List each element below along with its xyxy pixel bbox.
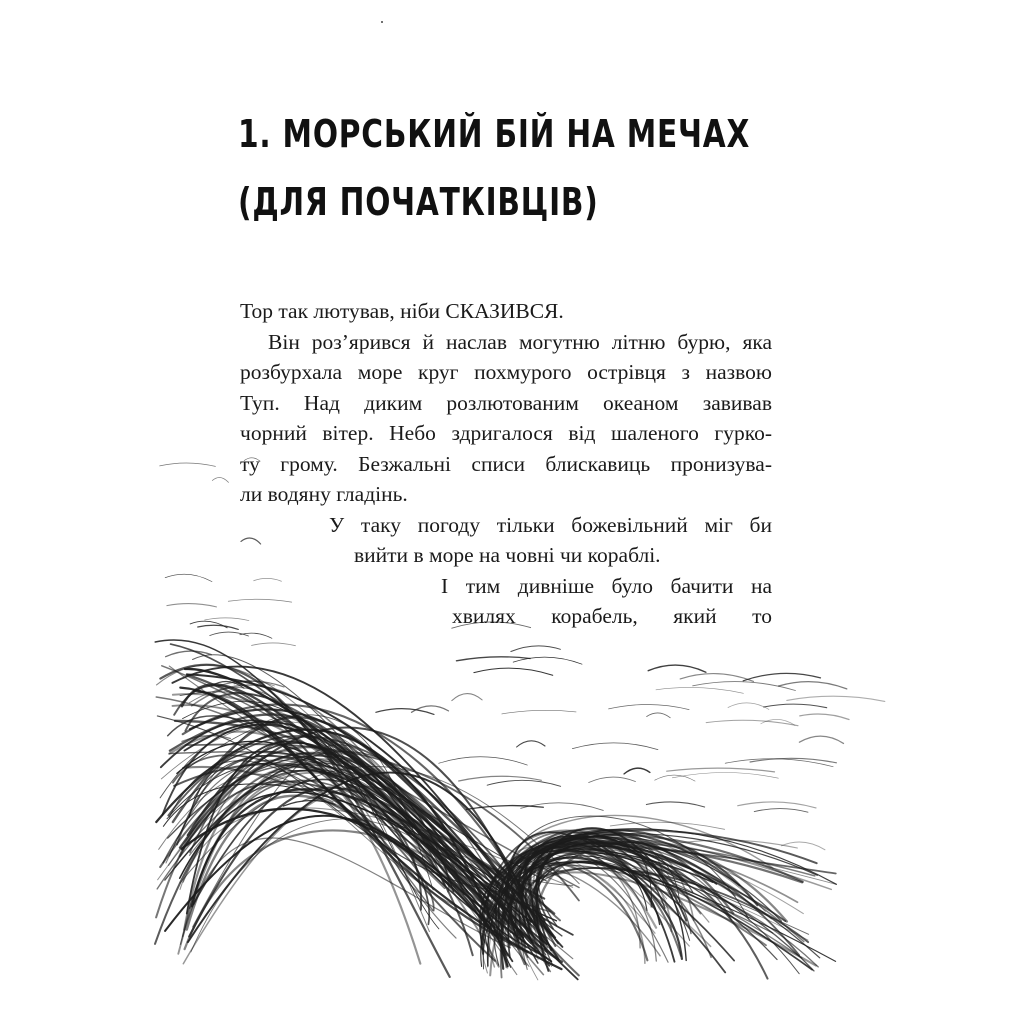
chapter-title-line-2: (ДЛЯ ПОЧАТКІВЦІВ) (238, 180, 599, 224)
text-line: Тор так лютував, ніби СКАЗИВСЯ. (240, 299, 564, 323)
page-mark (381, 21, 383, 23)
text-line: розбурхала море круг похмурого острівця з назвою (240, 360, 772, 384)
text-line: вийти в море на човні чи кораблі. (354, 543, 661, 567)
chapter-body-text (240, 296, 772, 632)
text-line: ту грому. Безжальні списи блискавиць пронизува- (240, 451, 772, 476)
text-line: хвилях корабель, який то (452, 604, 772, 628)
text-line: Він роз’ярився й наслав могутню літню бурю, яка (268, 329, 772, 354)
chapter-title-line-1: 1. МОРСЬКИЙ БІЙ НА МЕЧАХ (238, 112, 751, 156)
text-line: Туп. Над диким розлютованим океаном завивав (240, 390, 772, 415)
text-line: У таку погоду тільки божевільний міг би (329, 512, 772, 537)
text-line: І тим дивніше було бачити на (441, 573, 772, 598)
text-line: чорний вітер. Небо здригалося від шаленого гурко- (240, 421, 772, 445)
chapter-title (238, 100, 751, 236)
text-line: ли водяну гладінь. (240, 482, 408, 506)
